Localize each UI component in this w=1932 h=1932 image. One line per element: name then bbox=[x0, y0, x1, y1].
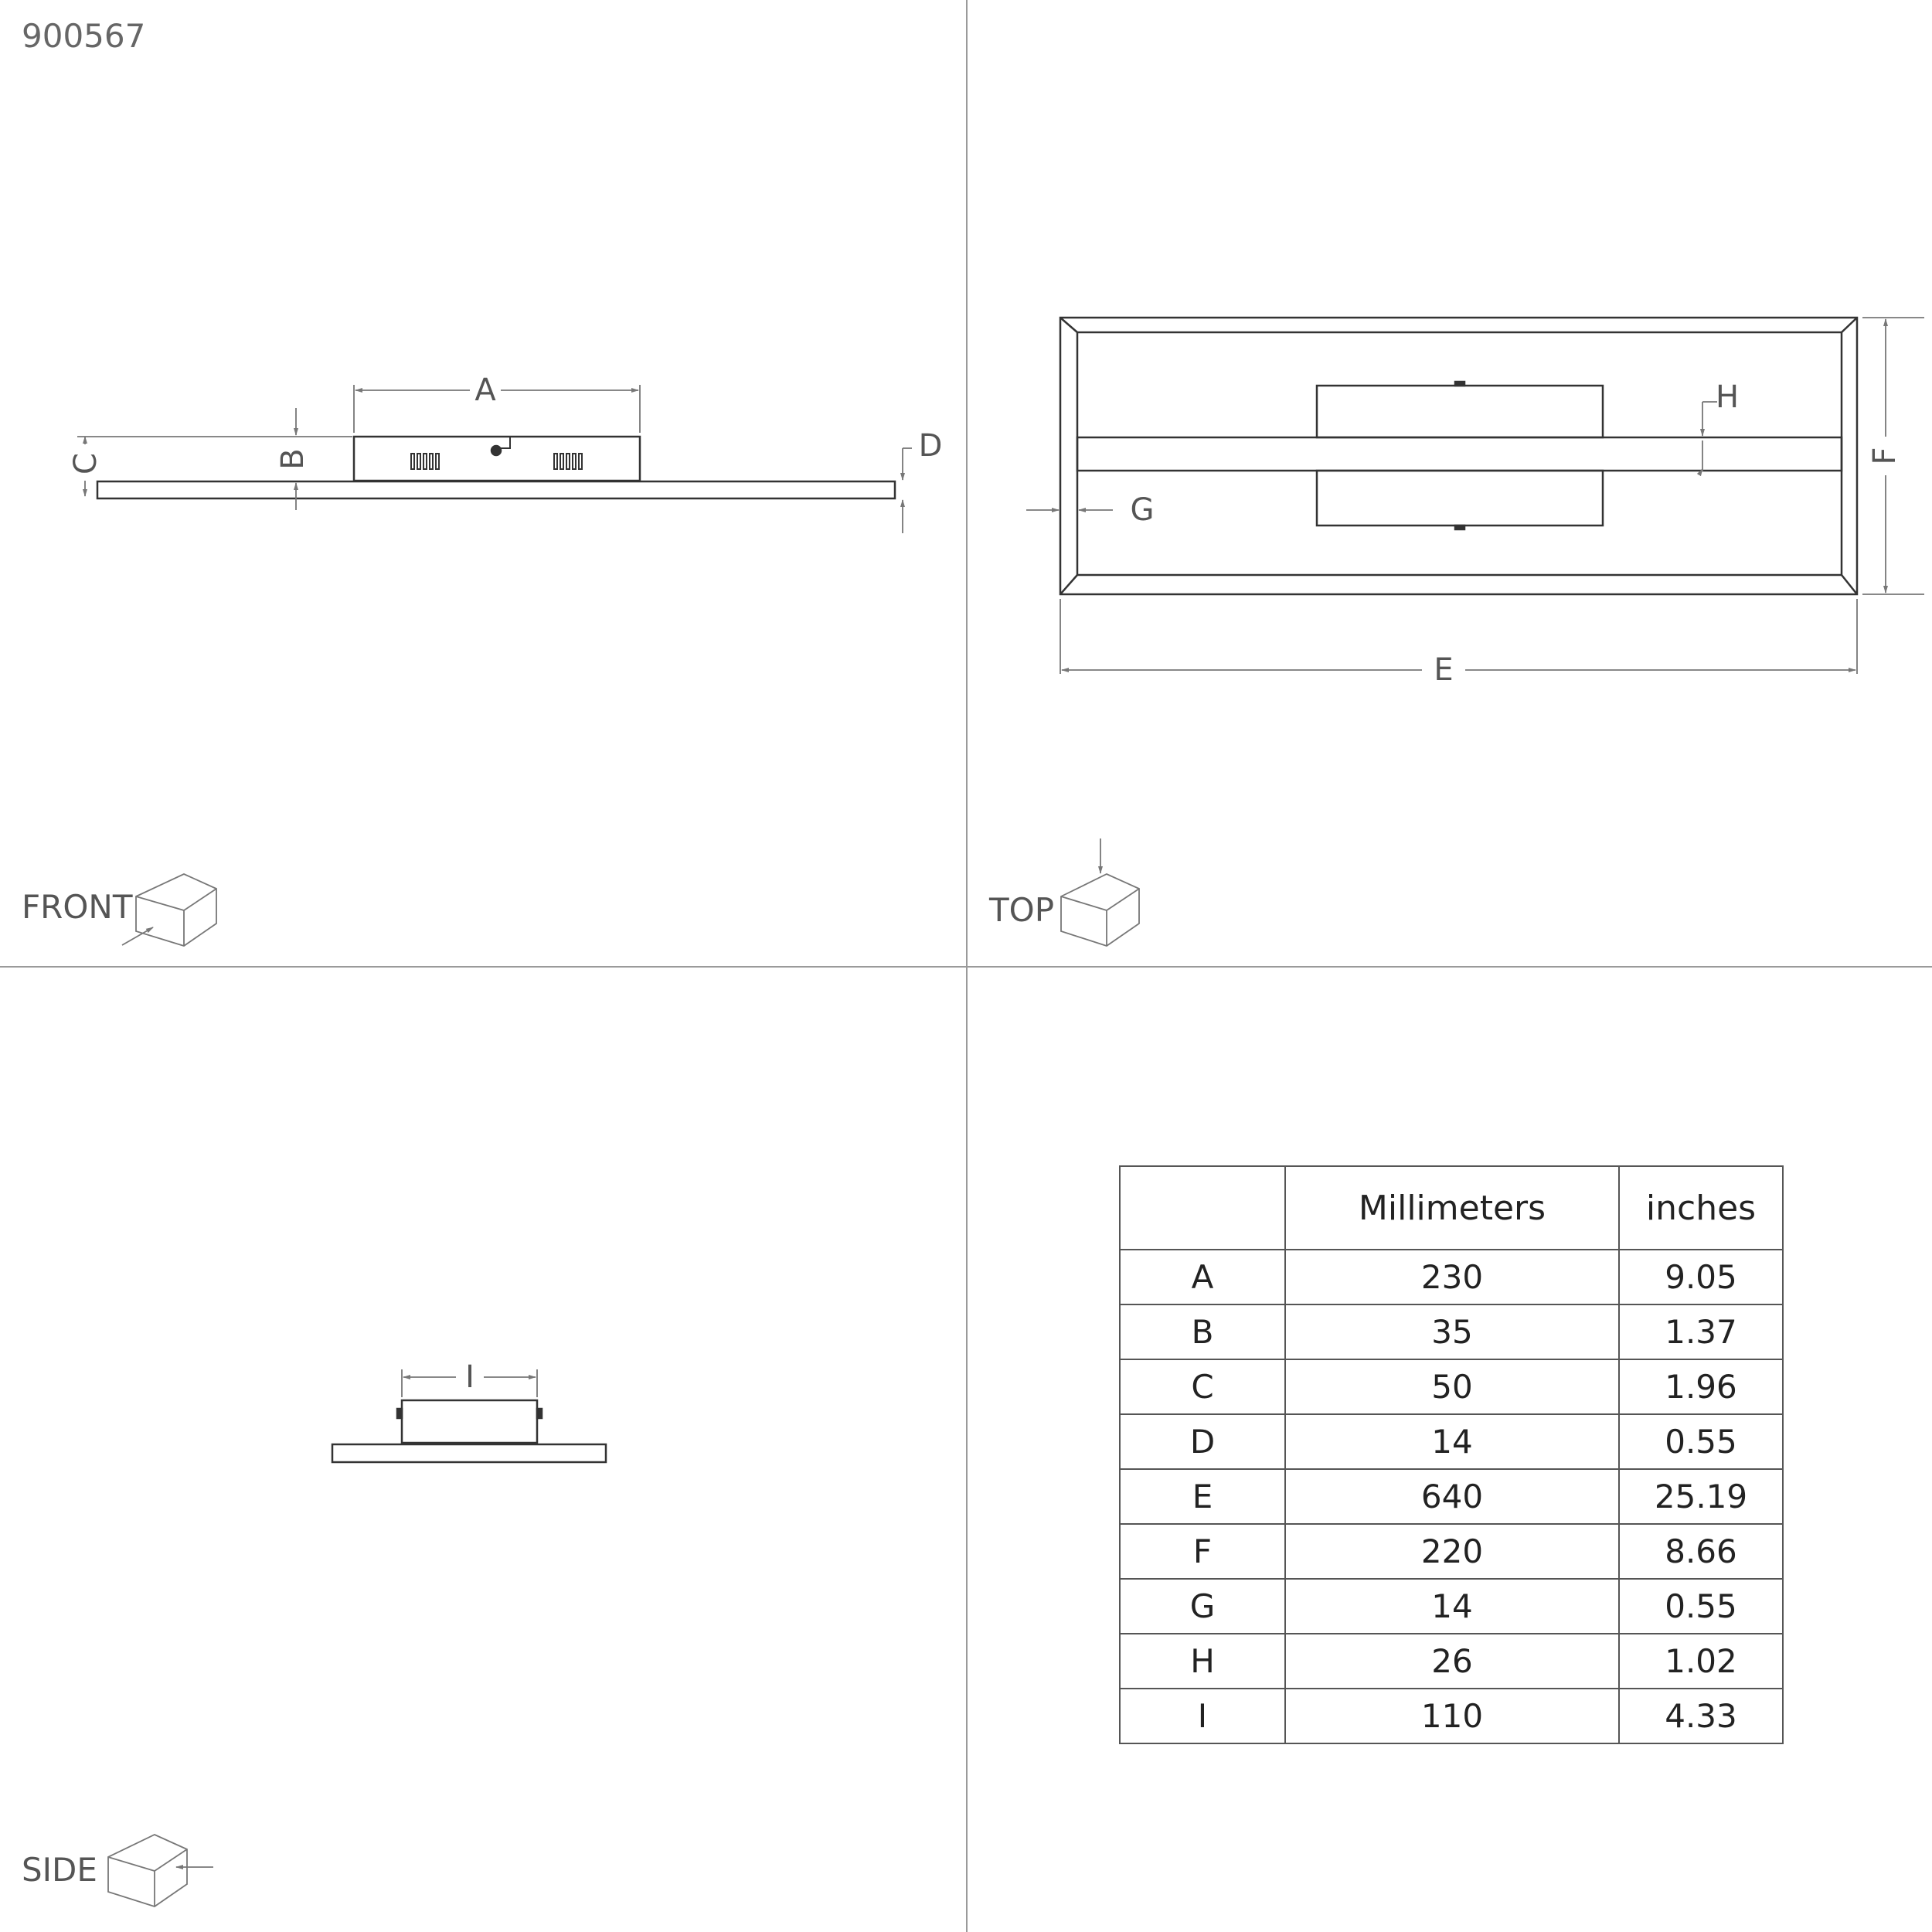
row-mm: 26 bbox=[1285, 1634, 1619, 1689]
side-panel bbox=[332, 1444, 606, 1462]
top-view bbox=[1060, 318, 1857, 594]
row-inches: 0.55 bbox=[1619, 1579, 1783, 1634]
vent-left bbox=[411, 454, 439, 469]
row-mm: 50 bbox=[1285, 1359, 1619, 1414]
row-label: B bbox=[1120, 1304, 1285, 1359]
row-label: D bbox=[1120, 1414, 1285, 1469]
side-view bbox=[332, 1400, 606, 1462]
table-row bbox=[1120, 1250, 1783, 1304]
top-crossbar bbox=[1077, 437, 1842, 471]
view-label-side: SIDE bbox=[22, 1851, 97, 1889]
table-row bbox=[1120, 1579, 1783, 1634]
table-row bbox=[1120, 1469, 1783, 1524]
dim-label-e: E bbox=[1434, 652, 1454, 688]
vent-right bbox=[554, 454, 582, 469]
front-driver-box bbox=[354, 437, 640, 481]
table-row bbox=[1120, 1524, 1783, 1579]
top-driver-box-lower bbox=[1317, 471, 1603, 526]
row-mm: 220 bbox=[1285, 1524, 1619, 1579]
dim-label-c: C bbox=[68, 453, 104, 474]
row-inches: 0.55 bbox=[1619, 1414, 1783, 1469]
row-mm: 14 bbox=[1285, 1579, 1619, 1634]
side-driver-box bbox=[402, 1400, 537, 1443]
dim-label-a: A bbox=[474, 372, 496, 408]
row-inches: 1.37 bbox=[1619, 1304, 1783, 1359]
row-inches: 25.19 bbox=[1619, 1469, 1783, 1524]
row-inches: 4.33 bbox=[1619, 1689, 1783, 1743]
dimensions-table bbox=[1119, 1165, 1784, 1744]
row-label: C bbox=[1120, 1359, 1285, 1414]
dim-label-i: I bbox=[465, 1359, 474, 1395]
view-label-top: TOP bbox=[989, 891, 1055, 929]
dim-label-h: H bbox=[1715, 379, 1740, 415]
table-header: Millimeters bbox=[1285, 1166, 1619, 1250]
top-view-cube-icon bbox=[1061, 838, 1139, 946]
row-mm: 230 bbox=[1285, 1250, 1619, 1304]
top-inner-frame bbox=[1077, 332, 1842, 575]
dim-label-b: B bbox=[275, 448, 311, 470]
front-screw bbox=[492, 446, 501, 455]
table-row bbox=[1120, 1689, 1783, 1743]
table-row bbox=[1120, 1359, 1783, 1414]
front-view-cube-icon bbox=[122, 874, 216, 946]
row-label: G bbox=[1120, 1579, 1285, 1634]
row-mm: 640 bbox=[1285, 1469, 1619, 1524]
table-header bbox=[1120, 1166, 1285, 1250]
table-header: inches bbox=[1619, 1166, 1783, 1250]
dim-label-d: D bbox=[918, 428, 943, 464]
side-view-cube-icon bbox=[108, 1835, 213, 1906]
row-inches: 1.96 bbox=[1619, 1359, 1783, 1414]
row-label: H bbox=[1120, 1634, 1285, 1689]
dim-label-g: G bbox=[1130, 492, 1155, 528]
table-row bbox=[1120, 1304, 1783, 1359]
row-label: E bbox=[1120, 1469, 1285, 1524]
row-label: F bbox=[1120, 1524, 1285, 1579]
product-code: 900567 bbox=[22, 17, 146, 55]
top-driver-box-upper bbox=[1317, 386, 1603, 437]
row-label: I bbox=[1120, 1689, 1285, 1743]
row-mm: 14 bbox=[1285, 1414, 1619, 1469]
table-row bbox=[1120, 1634, 1783, 1689]
table-row bbox=[1120, 1414, 1783, 1469]
row-mm: 110 bbox=[1285, 1689, 1619, 1743]
row-mm: 35 bbox=[1285, 1304, 1619, 1359]
row-inches: 9.05 bbox=[1619, 1250, 1783, 1304]
top-dimensions bbox=[1026, 318, 1924, 674]
view-label-front: FRONT bbox=[22, 888, 133, 926]
front-view bbox=[97, 437, 895, 498]
top-outer-frame bbox=[1060, 318, 1857, 594]
row-inches: 1.02 bbox=[1619, 1634, 1783, 1689]
table-header-row bbox=[1120, 1166, 1783, 1250]
front-panel bbox=[97, 481, 895, 498]
row-inches: 8.66 bbox=[1619, 1524, 1783, 1579]
row-label: A bbox=[1120, 1250, 1285, 1304]
dim-label-f: F bbox=[1867, 447, 1903, 465]
